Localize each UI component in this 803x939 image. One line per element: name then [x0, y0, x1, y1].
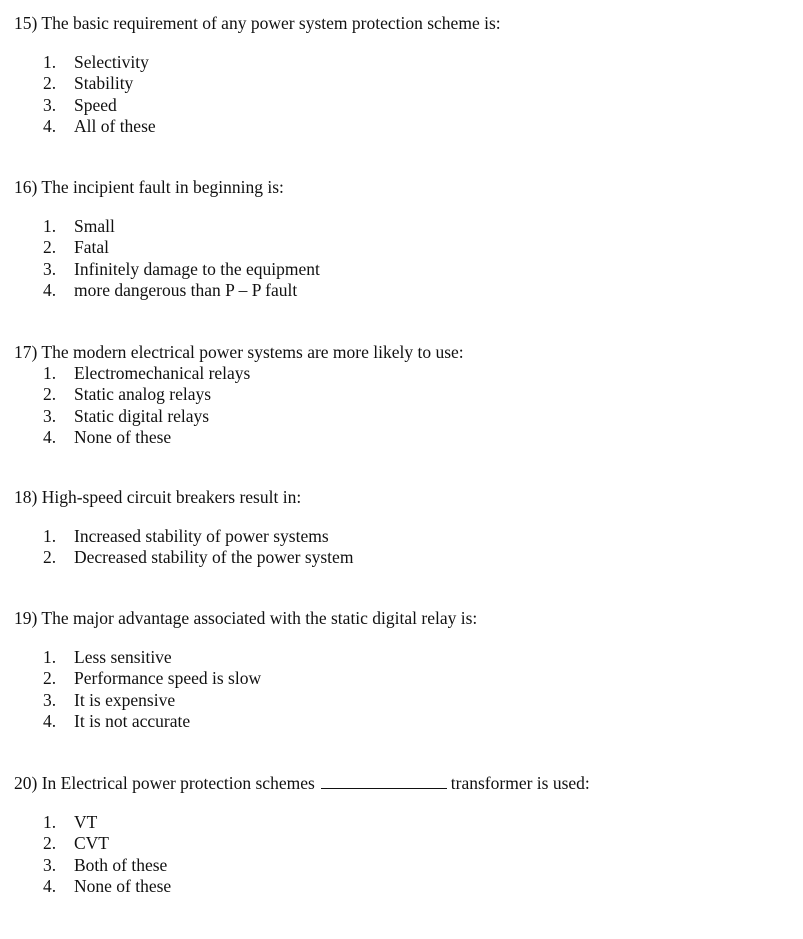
question-text: 19) The major advantage associated with the static digital relay is:	[14, 608, 478, 628]
option-number: 4.	[43, 875, 57, 896]
option-item	[14, 876, 794, 897]
question-20	[14, 772, 794, 897]
option-item	[14, 52, 794, 73]
question-text: 16) The incipient fault in beginning is:	[14, 177, 284, 197]
option-text: Speed	[74, 94, 117, 115]
option-number: 3.	[43, 258, 57, 279]
option-list	[14, 812, 794, 897]
option-item	[14, 711, 794, 732]
option-text: Decreased stability of the power system	[74, 547, 354, 568]
option-item	[14, 833, 794, 854]
option-number: 4.	[43, 115, 57, 136]
option-text: Fatal	[74, 237, 109, 258]
option-item	[14, 363, 794, 384]
option-item	[14, 855, 794, 876]
option-item	[14, 73, 794, 94]
option-number: 2.	[43, 668, 57, 689]
question-18	[14, 486, 794, 569]
option-list	[14, 216, 794, 301]
option-item	[14, 406, 794, 427]
option-text: Performance speed is slow	[74, 668, 262, 689]
option-item	[14, 526, 794, 547]
option-number: 3.	[43, 689, 57, 710]
option-text: more dangerous than P – P fault	[74, 279, 298, 300]
option-item	[14, 216, 794, 237]
option-text: It is expensive	[74, 689, 176, 710]
question-text-before: 20) In Electrical power protection schemes	[14, 773, 315, 793]
option-text: VT	[74, 812, 98, 832]
option-list	[14, 526, 794, 569]
option-text: It is not accurate	[74, 710, 191, 731]
option-item	[14, 547, 794, 568]
option-text: Static analog relays	[74, 384, 212, 405]
option-text: CVT	[74, 833, 109, 854]
option-text: Small	[74, 216, 115, 236]
question-text-after: transformer is used:	[450, 773, 590, 793]
option-text: Both of these	[74, 854, 168, 875]
option-number: 2.	[43, 73, 57, 94]
option-number: 1.	[43, 526, 57, 546]
option-item	[14, 668, 794, 689]
option-number: 3.	[43, 405, 57, 426]
option-item	[14, 259, 794, 280]
option-number: 1.	[43, 52, 57, 72]
option-text: Electromechanical relays	[74, 363, 251, 383]
answer-blank	[321, 774, 447, 789]
option-item	[14, 690, 794, 711]
option-text: All of these	[74, 115, 156, 136]
option-number: 3.	[43, 854, 57, 875]
question-16	[14, 176, 794, 301]
option-number: 1.	[43, 647, 57, 667]
option-number: 1.	[43, 812, 57, 832]
option-item	[14, 280, 794, 301]
option-list	[14, 647, 794, 732]
question-text: 17) The modern electrical power systems are more likely to use:	[14, 342, 464, 362]
option-number: 2.	[43, 833, 57, 854]
option-item	[14, 427, 794, 448]
option-text: None of these	[74, 875, 172, 896]
option-number: 1.	[43, 216, 57, 236]
question-text	[14, 772, 794, 794]
option-number: 3.	[43, 94, 57, 115]
question-19	[14, 607, 794, 732]
option-text: Static digital relays	[74, 405, 210, 426]
option-text: None of these	[74, 426, 172, 447]
question-text: 15) The basic requirement of any power system protection scheme is:	[14, 13, 501, 33]
option-list	[14, 52, 794, 137]
option-text: Selectivity	[74, 52, 149, 72]
question-15	[14, 12, 794, 137]
option-number: 2.	[43, 237, 57, 258]
option-number: 1.	[43, 363, 57, 383]
option-number: 4.	[43, 426, 57, 447]
option-item	[14, 116, 794, 137]
question-17	[14, 341, 794, 448]
option-item	[14, 812, 794, 833]
option-item	[14, 95, 794, 116]
option-number: 2.	[43, 547, 57, 568]
option-number: 4.	[43, 279, 57, 300]
question-text: 18) High-speed circuit breakers result in:	[14, 487, 302, 507]
option-item	[14, 384, 794, 405]
option-item	[14, 647, 794, 668]
option-number: 4.	[43, 710, 57, 731]
option-text: Less sensitive	[74, 647, 172, 667]
option-list	[14, 363, 794, 448]
option-item	[14, 237, 794, 258]
option-text: Stability	[74, 73, 134, 94]
option-text: Infinitely damage to the equipment	[74, 258, 320, 279]
option-text: Increased stability of power systems	[74, 526, 329, 546]
option-number: 2.	[43, 384, 57, 405]
